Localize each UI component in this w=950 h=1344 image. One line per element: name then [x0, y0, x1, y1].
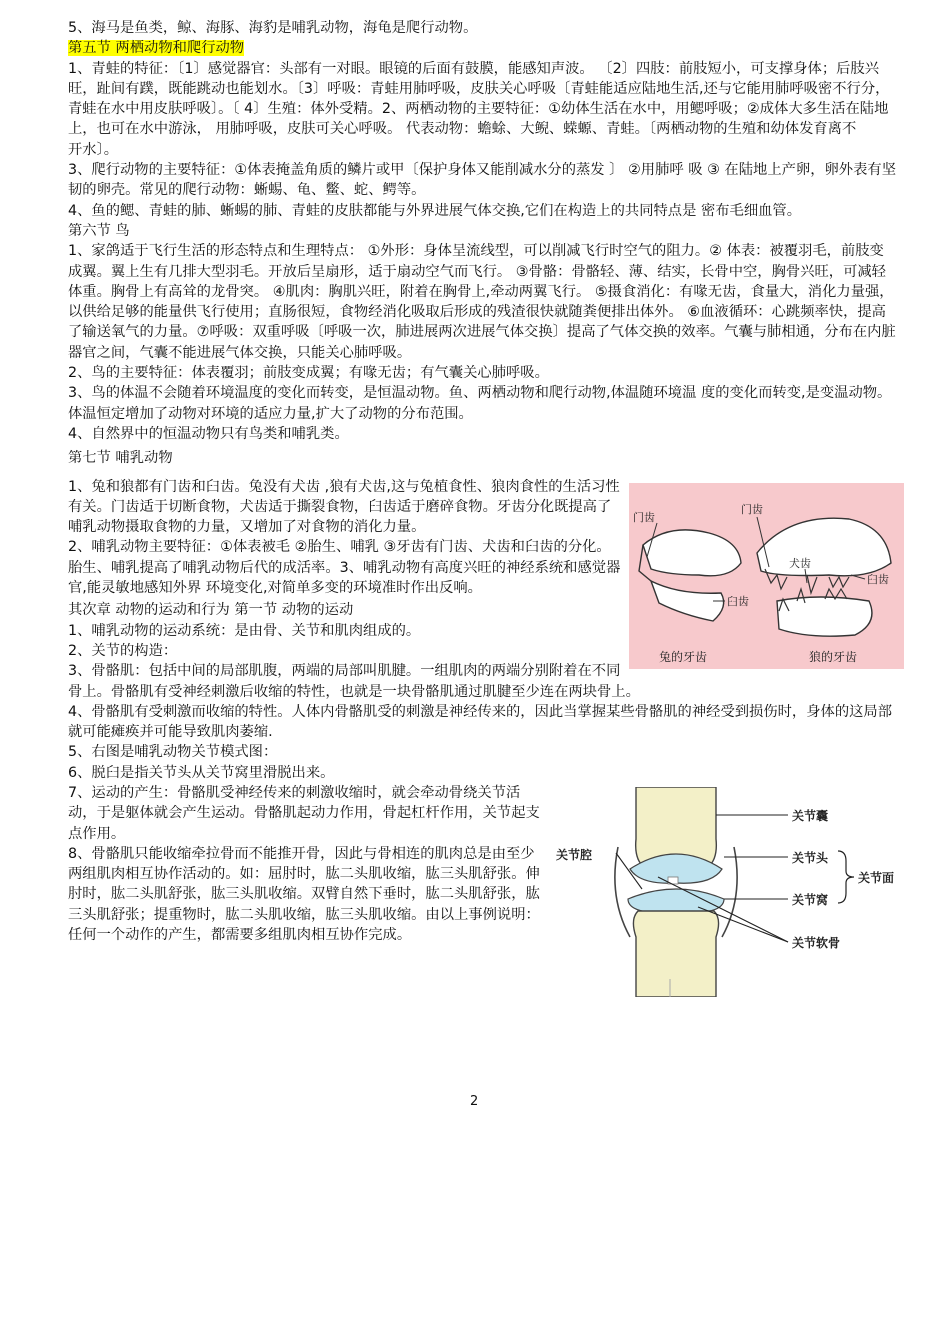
- paragraph: 1、家鸽适于飞行生活的形态特点和生理特点： ①外形：身体呈流线型，可以削减飞行时空气的阻力。② 体表：被覆羽毛，前肢变成翼。翼上生有几排大型羽毛。开放后呈扇形，适于扇动空气而飞行。 ③骨骼：骨骼轻、薄、结实，长骨中空，胸骨兴旺，可减轻体重。胸骨上有高耸的龙骨突。 ④肌肉：胸肌兴旺，附着在胸骨上,牵动两翼飞行。 ⑤摄食消化：有喙无齿，食量大，消化力量强，以供给足够的能量供飞行使用；直肠很短，食物经消化吸取后形成的残渣很快就随粪便排出体外。 ⑥血液循环：心跳频率快，提高了输送氧气的力量。⑦呼吸：双重呼吸〔呼吸一次，肺进展两次进展气体交换〕提高了气体交换的效率。气囊与肺相通，分布在内脏器官之间，气囊不能进展气体交换，只能关心肺呼吸。: [68, 243, 896, 361]
- document-page: [68, 18, 898, 997]
- paragraph: 4、自然界中的恒温动物只有鸟类和哺乳类。: [68, 425, 349, 442]
- paragraph: 5、海马是鱼类，鲸、海豚、海豹是哺乳动物，海龟是爬行动物。: [68, 20, 478, 36]
- paragraph: 2、哺乳动物主要特征：①体表被毛 ②胎生、哺乳 ③牙齿有门齿、犬齿和臼齿的分化。胎生、哺乳提高了哺乳动物后代的成活率。3、哺乳动物有高度兴旺的神经系统和感觉器官,能灵敏地感知外界 环境变化,对简单多变的环境准时作出反响。: [68, 539, 621, 597]
- paragraph: 1、哺乳动物的运动系统：是由骨、关节和肌肉组成的。: [68, 622, 421, 639]
- paragraph: 4、骨骼肌有受刺激而收缩的特性。人体内骨骼肌受的刺激是神经传来的，因此当掌握某些骨骼肌的神经受到损伤时，身体的这局部就可能瘫痪并可能导致肌肉萎缩.: [68, 703, 893, 741]
- paragraph: 1、青蛙的特征：〔1〕感觉器官：头部有一对眼。眼镜的后面有鼓膜，能感知声波。 〔2〕四肢：前肢短小，可支撑身体；后肢兴旺，趾间有蹼，既能跳动也能划水。〔3〕呼吸：青蛙用肺呼吸，皮肤关心呼吸〔青蛙能适应陆地生活,还与它能用肺呼吸密不行分，青蛙在水中用皮肤呼吸〕。〔 4〕生殖：体外受精。2、两栖动物的主要特征：①幼体生活在水中，用鳃呼吸；②成体大多生活在陆地上，也可在水中游泳， 用肺呼吸，皮肤可关心呼吸。 代表动物：蟾蜍、大鲵、蝾螈、青蛙。〔两栖动物的生殖和幼体发育离不: [68, 60, 890, 138]
- label-joint-cartilage: 关节软骨: [792, 935, 841, 950]
- paragraph: 2、鸟的主要特征：体表覆羽；前肢变成翼；有喙无齿；有气囊关心肺呼吸。: [68, 365, 549, 382]
- wolf-jaw-shape: [777, 597, 872, 636]
- label-joint-head: 关节头: [792, 850, 829, 865]
- paragraph: 5、右图是哺乳动物关节模式图：: [68, 744, 278, 761]
- paragraph: 8、骨骼肌只能收缩牵拉骨而不能推开骨，因此与骨相连的肌肉总是由至少两组肌肉相互协作活动的。如：屈肘时，肱二头肌收缩，肱三头肌舒张。伸肘时，肱二头肌舒张，肱三头肌收缩。双臂自然下垂时，肱二头肌舒张，肱三头肌舒张；提重物时，肱二头肌收缩，肱三头肌收缩。由以上事例说明：任何一个动作的产生，都需要多组肌肉相互协作完成。: [68, 845, 540, 944]
- paragraph: 6、脱臼是指关节头从关节窝里滑脱出来。: [68, 764, 335, 781]
- label-incisor-wolf: 门齿: [741, 502, 763, 516]
- caption-rabbit-teeth: 兔的牙齿: [659, 649, 708, 664]
- paragraph: 4、鱼的鳃、青蛙的肺、蜥蜴的肺、青蛙的皮肤都能与外界进展气体交换,它们在构造上的共同特点是 密布毛细血管。: [68, 202, 802, 219]
- section-heading: 第六节 鸟: [68, 222, 130, 239]
- section-heading: [68, 38, 898, 58]
- paragraph: 开水〕。: [68, 141, 119, 158]
- label-joint-capsule: 关节囊: [792, 808, 829, 823]
- paragraph: 3、鸟的体温不会随着环境温度的变化而转变，是恒温动物。鱼、两栖动物和爬行动物,体温随环境温 度的变化而转变,是变温动物。体温恒定增加了动物对环境的适应力量,扩大了动物的分布范围。: [68, 385, 892, 422]
- paragraph: 3、爬行动物的主要特征：①体表掩盖角质的鳞片或甲〔保护身体又能削减水分的蒸发 〕 ②用肺呼 吸 ③ 在陆地上产卵，卵外表有坚韧的卵壳。常见的爬行动物：蜥蜴、龟、鳖、蛇、鳄等。: [68, 162, 896, 199]
- label-incisor-rabbit: 门齿: [633, 510, 655, 524]
- label-molar-wolf: 臼齿: [867, 572, 889, 586]
- label-molar-rabbit: 臼齿: [727, 594, 749, 608]
- caption-wolf-teeth: 狼的牙齿: [809, 649, 858, 664]
- label-joint-surface: 关节面: [858, 870, 895, 885]
- brace-shape: [838, 851, 854, 903]
- joint-socket-cartilage-shape: [628, 889, 724, 913]
- label-joint-socket: 关节窝: [792, 892, 829, 907]
- highlighted-heading: 第五节 两栖动物和爬行动物: [68, 40, 245, 57]
- paragraph: 3、骨骼肌：包括中间的局部肌腹，两端的局部叫肌腱。一组肌肉的两端分别附着在不同骨上。骨骼肌有受神经刺激后收缩的特性，也就是一块骨骼肌通过肌腱至少连在两块骨上。: [68, 663, 640, 700]
- joint-block: [68, 783, 898, 950]
- teeth-figure: [629, 483, 904, 669]
- label-canine: 犬齿: [789, 556, 811, 570]
- joint-figure: [548, 787, 898, 997]
- label-joint-cavity: 关节腔: [556, 847, 593, 862]
- lower-bone-shape: [633, 911, 718, 997]
- paragraph: 7、运动的产生：骨骼肌受神经传来的刺激收缩时，就会牵动骨绕关节活动，于是躯体就会产生运动。骨骼肌起动力作用，骨起杠杆作用，关节起支点作用。: [68, 784, 540, 842]
- chapter-heading: 其次章 动物的运动和行为 第一节 动物的运动: [68, 602, 354, 619]
- paragraph: 2、关节的构造：: [68, 642, 178, 659]
- paragraph: 1、兔和狼都有门齿和臼齿。兔没有犬齿 ,狼有犬齿,这与兔植食性、狼肉食性的生活习性有关。门齿适于切断食物，犬齿适于撕裂食物，臼齿适于磨碎食物。牙齿分化既提高了哺乳动物摄取食物的力量，又增加了对食物的消化力量。: [68, 478, 620, 536]
- section-heading: 第七节 哺乳动物: [68, 450, 173, 467]
- figure-background: [629, 483, 904, 669]
- page-number: 2: [470, 1094, 479, 1109]
